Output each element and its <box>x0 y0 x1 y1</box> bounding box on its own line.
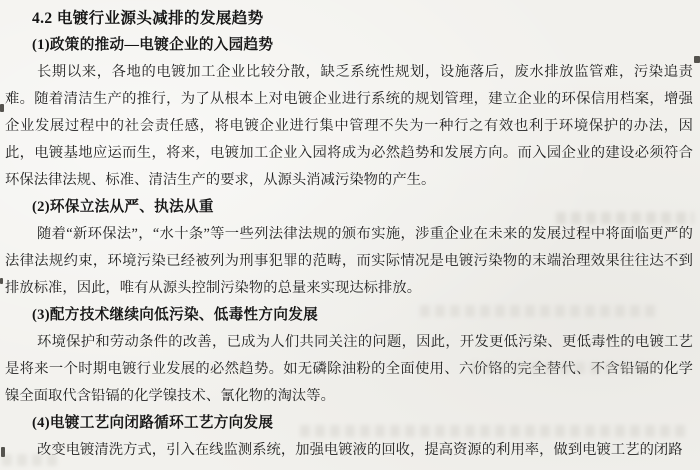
subsection-heading: (1)政策的推动—电镀企业的入园趋势 <box>32 37 274 53</box>
body-paragraph: 环境保护和劳动条件的改善，已成为人们共同关注的问题，因此，开发更低污染、更低毒性的电镀工艺是将来一个时期电镀行业发展的必然趋势。如无磷除油粉的全面使用、六价铬的完全替代、不含铅镉的化学镍全面取代含铅镉的化学镍技术、氰化物的淘汰等。 <box>5 334 693 404</box>
body-paragraph: 长期以来，各地的电镀加工企业比较分散，缺乏系统性规划，设施落后，废水排放监管难，污染追责难。随着清洁生产的推行，为了从根本上对电镀企业进行系统的规划管理，建立企业的环保信用档案，增强企业发展过程中的社会责任感，将电镀企业进行集中管理不失为一种行之有效也利于环境保护的办法，因此，电镀基地应运而生，将来，电镀加工企业入园将成为必然趋势和发展方向。而入园企业的建设必须符合环保法律法规、标准、清洁生产的要求，从源头消减污染物的产生。 <box>5 64 693 188</box>
body-paragraph: 改变电镀清洗方式，引入在线监测系统，加强电镀液的回收，提高资源的利用率，做到电镀工艺的闭路 <box>37 442 683 458</box>
subsection-heading: (4)电镀工艺向闭路循环工艺方向发展 <box>32 415 274 431</box>
scan-speck <box>694 56 700 63</box>
section-title: 4.2 电镀行业源头减排的发展趋势 <box>32 10 264 27</box>
scan-speck <box>0 104 4 112</box>
document-body <box>5 32 693 464</box>
scan-speck <box>0 278 3 284</box>
subsection-heading: (3)配方技术继续向低污染、低毒性方向发展 <box>32 307 319 323</box>
subsection-heading: (2)环保立法从严、执法从重 <box>32 199 214 215</box>
body-paragraph: 随着“新环保法”，“水十条”等一些列法律法规的颁布实施，涉重企业在未来的发展过程中将面临更严的法律法规约束，环境污染已经被列为刑事犯罪的范畴，而实际情况是电镀污染物的末端治理效果往往达不到排放标准，因此，唯有从源头控制污染物的总量来实现达标排放。 <box>5 226 693 296</box>
